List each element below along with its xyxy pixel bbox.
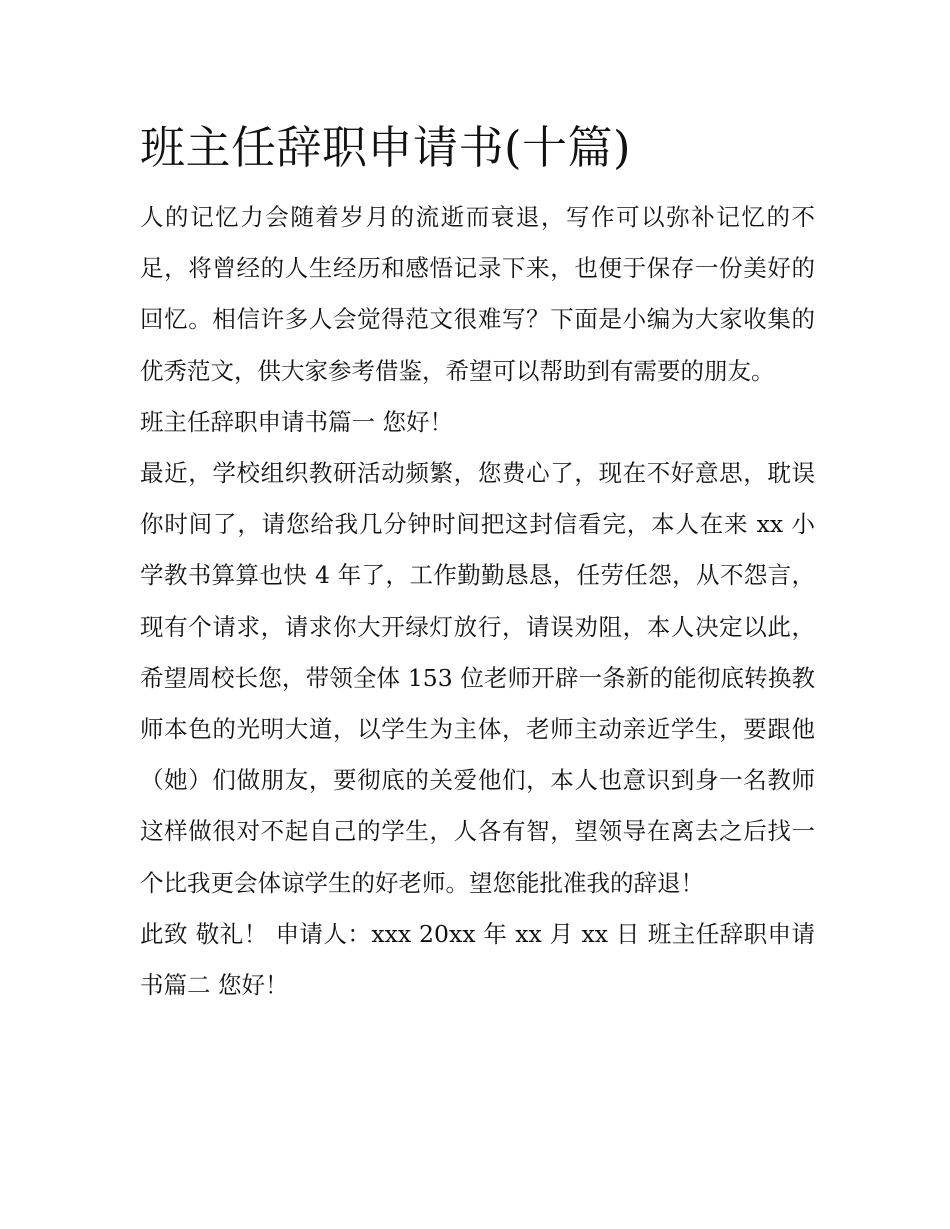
letter-body-paragraph: 最近，学校组织教研活动频繁，您费心了，现在不好意思，耽误你时间了，请您给我几分钟时间把这封信看完，本人在来 xx 小学教书算算也快 4 年了，工作勤勤恳恳，任劳任怨，从不怨言，现有个请求，请求你大开绿灯放行，请误劝阻，本人决定以此，希望周校长您，带领全体 153 位老师开辟一条新的能彻底转换教师本色的光明大道，以学生为主体，老师主动亲近学生，要跟他（她）们做朋友，要彻底的关爱他们，本人也意识到身一名教师这样做很对不起自己的学生，人各有智，望领导在离去之后找一个比我更会体谅学生的好老师。望您能批准我的辞退！ — [140, 459, 815, 897]
section-one-heading: 班主任辞职申请书篇一 您好！ — [140, 407, 453, 436]
closing-paragraph: 此致 敬礼！ 申请人：xxx 20xx 年 xx 月 xx 日 班主任辞职申请书篇二 您好！ — [140, 919, 815, 1000]
intro-paragraph: 人的记忆力会随着岁月的流逝而衰退，写作可以弥补记忆的不足，将曾经的人生经历和感悟记录下来，也便于保存一份美好的回忆。相信许多人会觉得范文很难写？下面是小编为大家收集的优秀范文，供大家参考借鉴，希望可以帮助到有需要的朋友。 — [140, 203, 815, 385]
document-page — [140, 112, 815, 1011]
document-title: 班主任辞职申请书(十篇) — [140, 121, 632, 174]
